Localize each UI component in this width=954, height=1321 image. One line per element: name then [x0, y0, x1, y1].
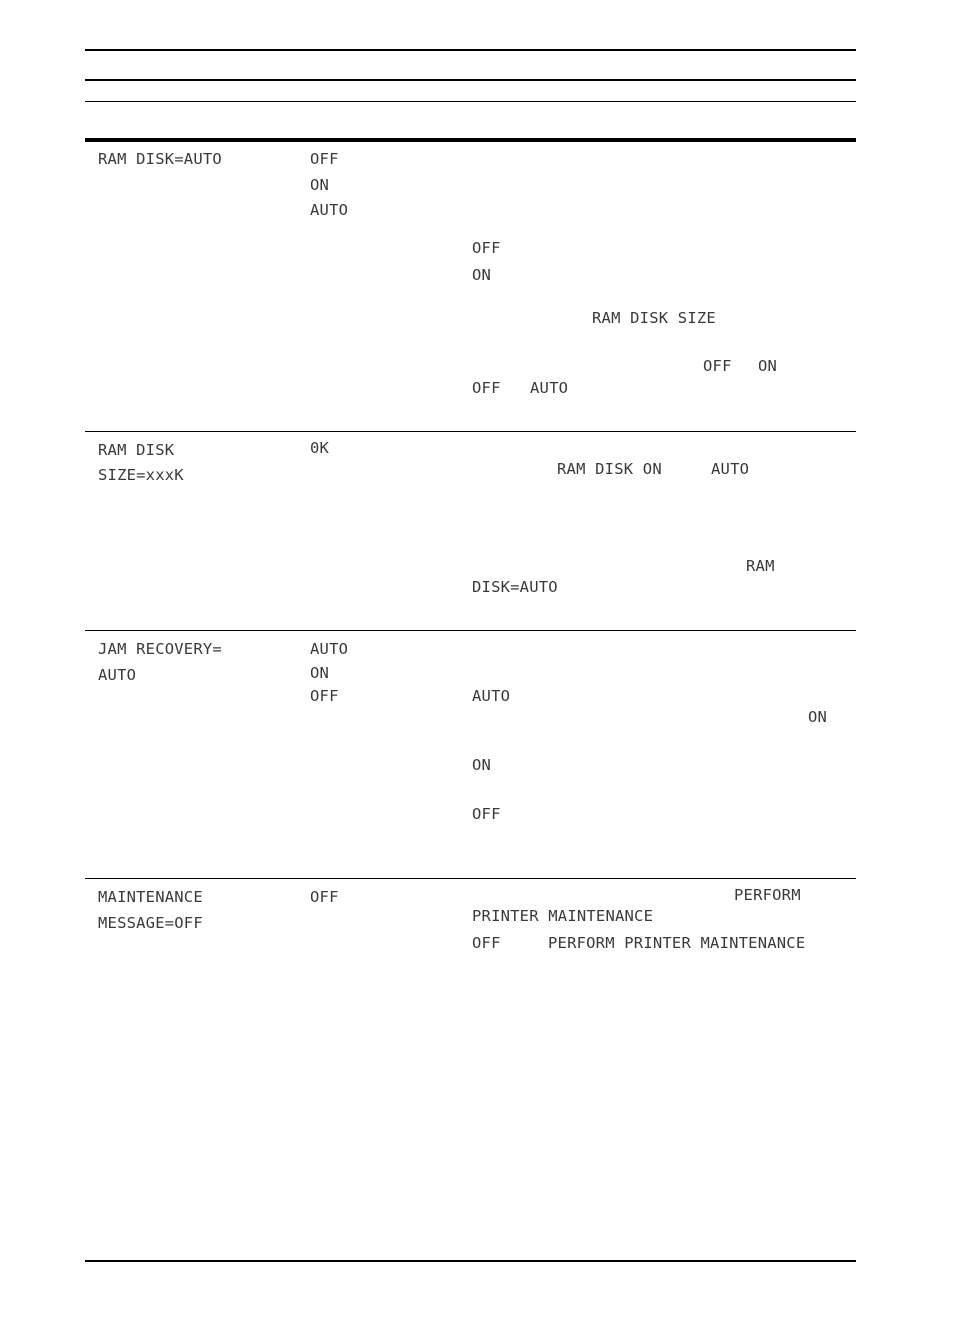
row-divider — [85, 431, 856, 432]
menu-item-name: RAM DISK — [98, 441, 175, 459]
description-term: OFF — [472, 379, 501, 397]
description-term: RAM — [746, 557, 775, 575]
menu-item-name: RAM DISK=AUTO — [98, 150, 222, 168]
footer-rule — [85, 1260, 856, 1262]
row-divider — [85, 630, 856, 631]
description-term: AUTO — [472, 687, 511, 705]
header-rule-1 — [85, 79, 856, 81]
description-term: AUTO — [530, 379, 569, 397]
table-header-rule — [85, 138, 856, 142]
menu-item-name: JAM RECOVERY= — [98, 640, 222, 658]
value-option: OFF — [310, 888, 339, 906]
description-term: PERFORM PRINTER MAINTENANCE — [548, 934, 806, 952]
row-divider — [85, 878, 856, 879]
description-term: OFF — [703, 357, 732, 375]
value-option: AUTO — [310, 201, 349, 219]
value-option: 0K — [310, 439, 330, 457]
description-term: RAM DISK ON — [557, 460, 662, 478]
menu-item-name: AUTO — [98, 666, 137, 684]
description-term: OFF — [472, 239, 501, 257]
value-option: OFF — [310, 687, 339, 705]
description-term: AUTO — [711, 460, 750, 478]
value-option: ON — [310, 664, 330, 682]
description-term: ON — [472, 266, 492, 284]
menu-item-name: MESSAGE=OFF — [98, 914, 203, 932]
description-term: PERFORM — [734, 886, 801, 904]
menu-item-name: SIZE=xxxK — [98, 466, 184, 484]
menu-item-name: MAINTENANCE — [98, 888, 203, 906]
description-term: ON — [808, 708, 828, 726]
description-term: ON — [472, 756, 492, 774]
description-term: DISK=AUTO — [472, 578, 558, 596]
value-option: OFF — [310, 150, 339, 168]
description-term: PRINTER MAINTENANCE — [472, 907, 654, 925]
value-option: ON — [310, 176, 330, 194]
description-term: RAM DISK SIZE — [592, 309, 716, 327]
description-term: ON — [758, 357, 778, 375]
description-term: OFF — [472, 805, 501, 823]
header-rule-2 — [85, 101, 856, 102]
top-rule — [85, 49, 856, 51]
value-option: AUTO — [310, 640, 349, 658]
description-term: OFF — [472, 934, 501, 952]
